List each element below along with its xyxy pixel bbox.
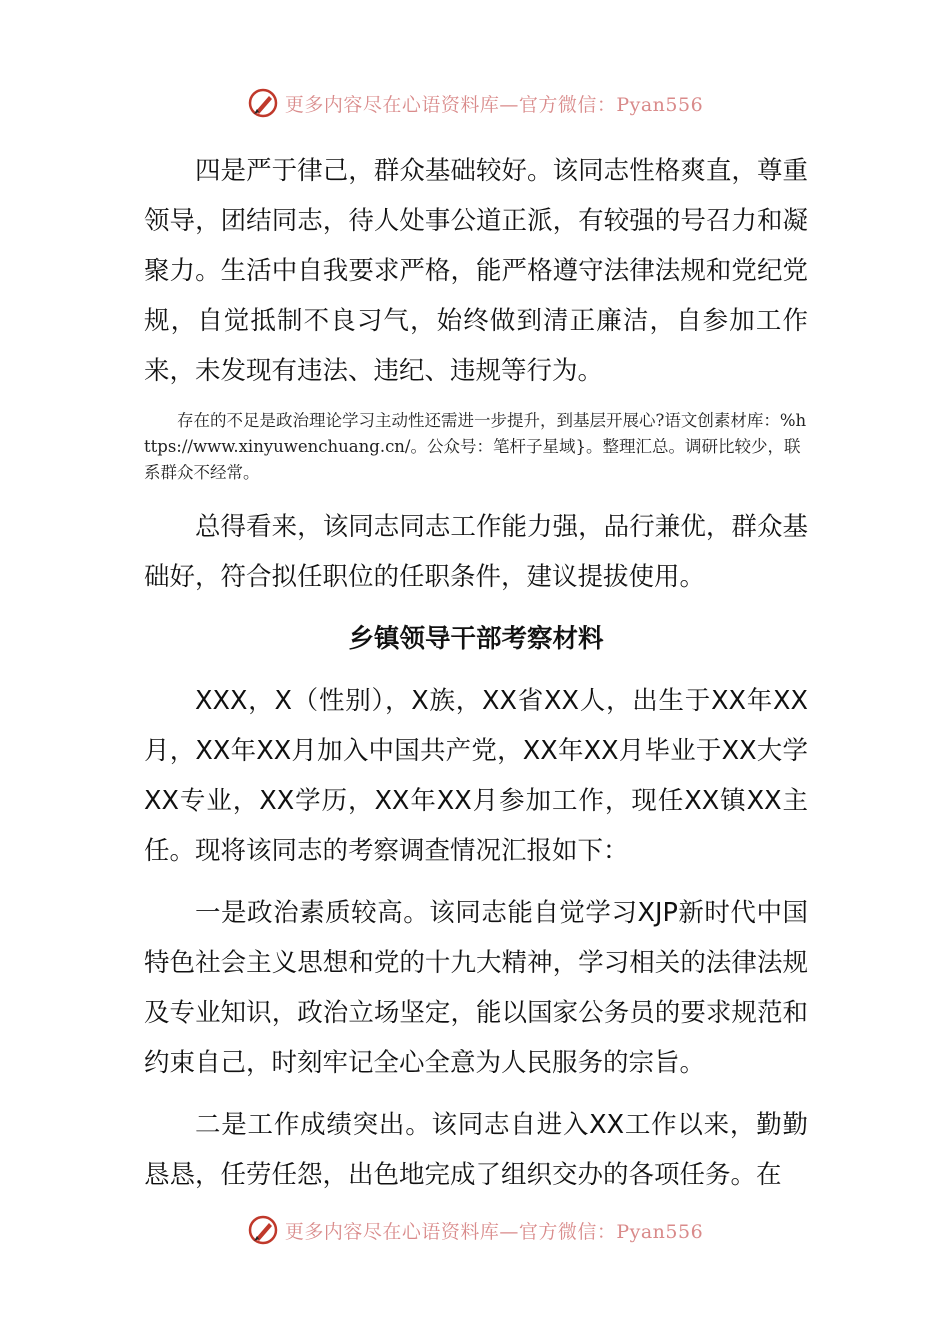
document-body [144, 146, 808, 1212]
paragraph-political: 一是政治素质较高。该同志能自觉学习XJP新时代中国特色社会主义思想和党的十九大精神，学习相关的法律法规及专业知识，政治立场坚定，能以国家公务员的要求规范和约束自己，时刻牢记全心全意为人民服务的宗旨。 [144, 898, 808, 1078]
section-title: 乡镇领导干部考察材料 [348, 624, 604, 654]
paragraph-profile: XXX，X（性别），X族，XX省XX人，出生于XX年XX月，XX年XX月加入中国共产党，XX年XX月毕业于XX大学XX专业，XX学历，XX年XX月参加工作，现任XX镇XX主任。现将该同志的考察调查情况汇报如下： [144, 686, 808, 866]
footer-banner [0, 1210, 950, 1250]
paragraph-summary: 总得看来，该同志同志工作能力强，品行兼优，群众基础好，符合拟任职位的任职条件，建议提拔使用。 [144, 512, 808, 592]
header-banner [0, 83, 950, 123]
pen-nib-logo-icon [247, 1214, 279, 1246]
banner-text: 更多内容尽在心语资料库—官方微信：Pyan556 [284, 1220, 704, 1243]
pen-nib-logo-icon [247, 87, 279, 119]
banner-text: 更多内容尽在心语资料库—官方微信：Pyan556 [284, 93, 704, 116]
paragraph-discipline: 四是严于律己，群众基础较好。该同志性格爽直，尊重领导，团结同志，待人处事公道正派，有较强的号召力和凝聚力。生活中自我要求严格，能严格遵守法律法规和党纪党规，自觉抵制不良习气，始终做到清正廉洁，自参加工作来，未发现有违法、违纪、违规等行为。 [144, 156, 808, 386]
paragraph-performance: 二是工作成绩突出。该同志自进入XX工作以来，勤勤恳恳，任劳任怨，出色地完成了组织交办的各项任务。在 [144, 1110, 808, 1190]
shortcomings-note: 存在的不足是政治理论学习主动性还需进一步提升，到基层开展心?语文创素材库：%https://www.xinyuwenchuang.cn/。公众号：笔杆子星域}。整理汇总。调研比较少，联系群众不经常。 [144, 411, 807, 482]
